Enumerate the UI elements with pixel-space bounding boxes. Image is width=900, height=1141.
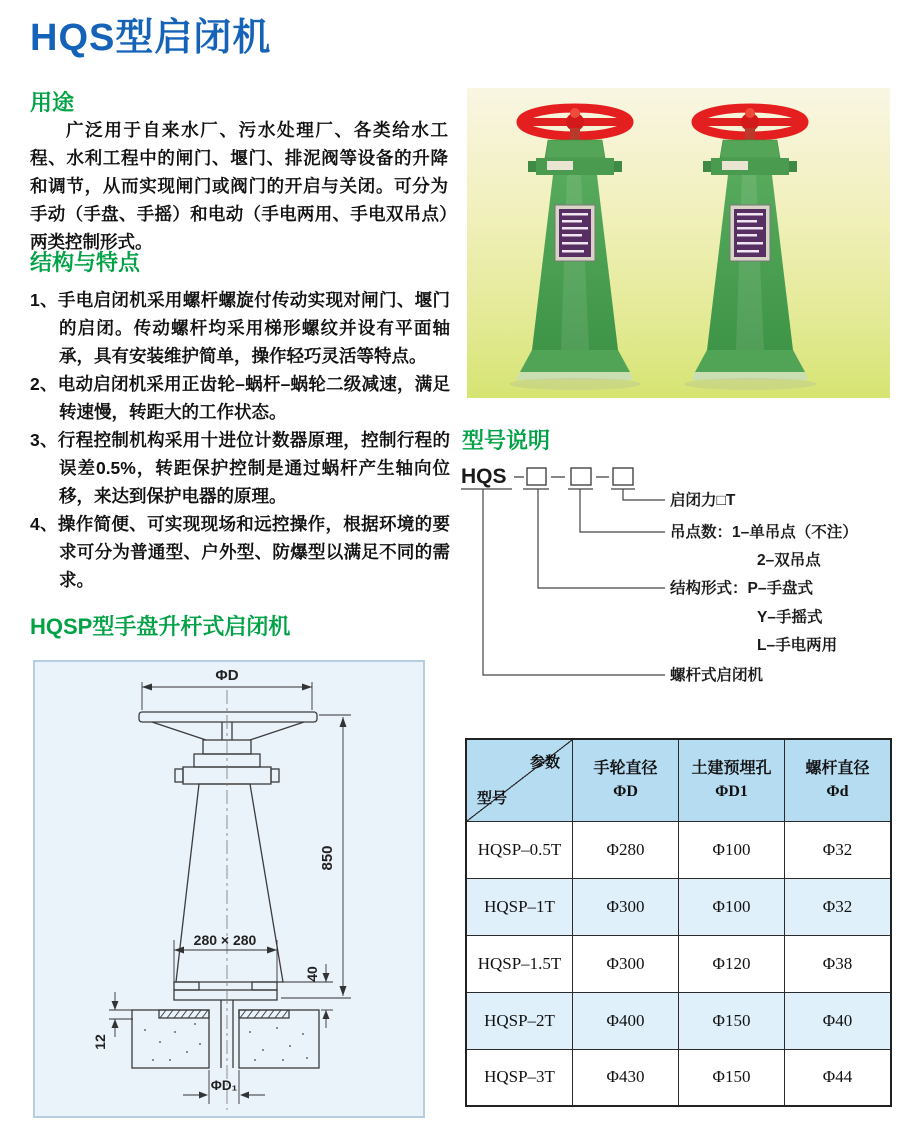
dim-embed-thickness: 12: [92, 1034, 108, 1050]
model-code-heading: 型号说明: [462, 428, 551, 453]
dim-hole-dia: ΦD₁: [210, 1078, 238, 1093]
cell-model: HQSP–1.5T: [466, 935, 573, 992]
table-row: [466, 992, 891, 1049]
cell-screw-dia: Φ44: [785, 1049, 892, 1106]
table-row: [466, 935, 891, 992]
feature-item: 1、手电启闭机采用螺杆螺旋付传动实现对闸门、堰门的启闭。传动螺杆均采用梯形螺纹并设有平面轴承，具有安装维护简单，操作轻巧灵活等特点。: [30, 290, 450, 366]
cell-embed-hole: Φ150: [679, 1049, 785, 1106]
feature-item: 3、行程控制机构采用十进位计数器原理，控制行程的误差0.5%，转距保护控制是通过蜗杆产生轴向位移，来达到保护电器的原理。: [30, 430, 450, 506]
model-label-structure-y: Y–手摇式: [757, 609, 823, 626]
corner-label-parameter: 参数: [529, 755, 560, 771]
dim-height: 850: [319, 845, 336, 871]
model-label-screw: 螺杆式启闭机: [670, 667, 764, 684]
model-label-structure: 结构形式：P–手盘式: [670, 580, 813, 597]
cell-embed-hole: Φ120: [679, 935, 785, 992]
column-header-wheel-dia: 手轮直径 ΦD: [573, 739, 679, 821]
cell-embed-hole: Φ100: [679, 878, 785, 935]
model-prefix: HQS: [461, 465, 507, 488]
table-row: [466, 1049, 891, 1106]
dim-wheel-dia: ΦD: [215, 667, 239, 684]
model-label-points2: 2–双吊点: [757, 552, 821, 569]
column-header-screw-dia: 螺杆直径 Φd: [785, 739, 892, 821]
drawing-base-plate: [174, 990, 277, 1000]
cell-embed-hole: Φ100: [679, 821, 785, 878]
cell-screw-dia: Φ32: [785, 878, 892, 935]
dim-base-size: 280 × 280: [193, 932, 257, 948]
technical-drawing: [33, 660, 425, 1118]
cell-screw-dia: Φ38: [785, 935, 892, 992]
product-photo: [467, 88, 890, 398]
spec-table: [465, 738, 892, 1107]
cell-wheel-dia: Φ400: [573, 992, 679, 1049]
drawing-foundation-right: [239, 1010, 319, 1068]
feature-item: 2、电动启闭机采用正齿轮–蜗杆–蜗轮二级减速，满足转速慢，转距大的工作状态。: [30, 374, 450, 422]
table-corner-cell: [466, 739, 573, 821]
model-code-leader-lines: [483, 489, 665, 675]
cell-model: HQSP–2T: [466, 992, 573, 1049]
cell-screw-dia: Φ32: [785, 821, 892, 878]
drawing-column: [176, 784, 283, 982]
feature-item: 4、操作简便、可实现现场和远控操作，根据环境的要求可分为普通型、户外型、防爆型以满足不同的需求。: [30, 514, 450, 590]
model-label-force: 启闭力□T: [670, 492, 736, 509]
dim-plate-thickness: 40: [304, 966, 320, 982]
column-header-embed-hole: 土建预埋孔 ΦD1: [679, 739, 785, 821]
usage-heading: 用途: [30, 90, 75, 115]
table-row: [466, 821, 891, 878]
model-code-diagram: [460, 462, 896, 694]
cell-model: HQSP–0.5T: [466, 821, 573, 878]
table-row: [466, 878, 891, 935]
model-code-boxes: [527, 468, 633, 485]
page-title: HQS型启闭机: [30, 17, 272, 59]
dimension-arrows: [112, 684, 347, 1099]
cell-wheel-dia: Φ280: [573, 821, 679, 878]
model-label-points: 吊点数：1–单吊点（不注）: [670, 524, 858, 541]
cell-screw-dia: Φ40: [785, 992, 892, 1049]
model-label-structure-l: L–手电两用: [757, 637, 838, 654]
usage-paragraph: 广泛用于自来水厂、污水处理厂、各类给水工程、水利工程中的闸门、堰门、排泥阀等设备的升降和调节，从而实现闸门或阀门的开启与关闭。可分为手动（手盘、手摇）和电动（手电两用、手电双吊点）两类控制形式。: [30, 120, 448, 252]
cell-wheel-dia: Φ300: [573, 935, 679, 992]
drawing-handwheel-rim: [139, 712, 317, 722]
cell-wheel-dia: Φ430: [573, 1049, 679, 1106]
concrete-speckles: [144, 1023, 308, 1061]
features-list: [30, 286, 450, 594]
cell-model: HQSP–3T: [466, 1049, 573, 1106]
cell-embed-hole: Φ150: [679, 992, 785, 1049]
cell-wheel-dia: Φ300: [573, 878, 679, 935]
cell-model: HQSP–1T: [466, 878, 573, 935]
drawing-heading: HQSP型手盘升杆式启闭机: [30, 614, 291, 639]
corner-label-model: 型号: [477, 790, 508, 807]
table-header-row: [466, 739, 891, 821]
features-heading: 结构与特点: [30, 250, 141, 275]
hoist-dimension-drawing: [35, 662, 423, 1116]
